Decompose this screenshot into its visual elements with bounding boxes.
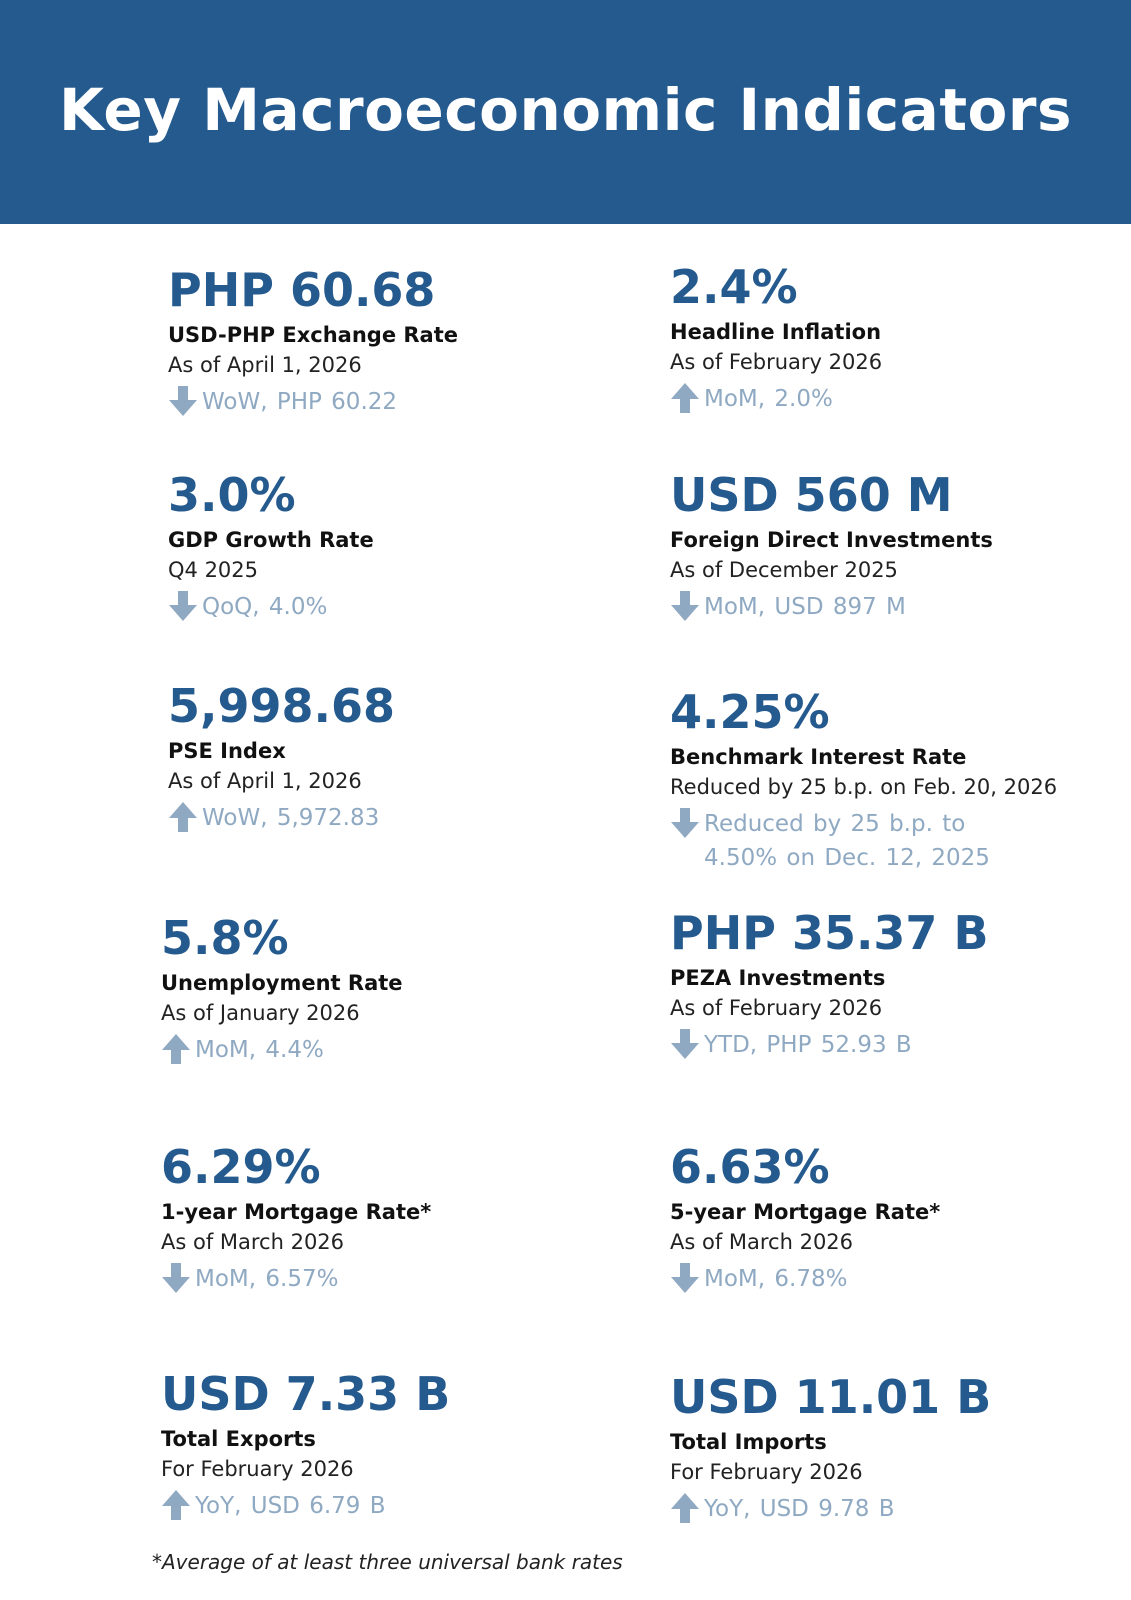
indicator-value: 5.8% bbox=[161, 911, 289, 965]
indicator-change-text: YTD, PHP 52.93 B bbox=[704, 1032, 912, 1058]
indicator-card-total-exports bbox=[161, 1366, 601, 1523]
arrow-down-icon bbox=[670, 590, 700, 622]
indicator-card-exchange-rate bbox=[168, 262, 608, 419]
indicator-card-benchmark-rate bbox=[670, 684, 1090, 875]
arrow-up-icon bbox=[168, 801, 198, 833]
indicator-change-text: MoM, 2.0% bbox=[704, 386, 833, 412]
indicator-change-text: MoM, 6.57% bbox=[195, 1266, 339, 1292]
indicator-date: As of January 2026 bbox=[161, 1001, 360, 1025]
indicator-change bbox=[161, 1033, 601, 1067]
indicator-change-text: MoM, 6.78% bbox=[704, 1266, 848, 1292]
indicator-label: 1-year Mortgage Rate* bbox=[161, 1200, 432, 1224]
indicator-change-text: YoY, USD 6.79 B bbox=[195, 1493, 386, 1519]
arrow-down-icon bbox=[161, 1262, 191, 1294]
indicator-value: PHP 60.68 bbox=[168, 263, 436, 317]
header-banner bbox=[0, 0, 1131, 224]
indicator-label: Foreign Direct Investments bbox=[670, 528, 993, 552]
indicator-change bbox=[670, 807, 1090, 875]
arrow-down-icon bbox=[670, 1028, 700, 1060]
indicator-value: 5,998.68 bbox=[168, 679, 395, 733]
page-title: Key Macroeconomic Indicators bbox=[58, 76, 1073, 144]
indicator-value: 4.25% bbox=[670, 685, 830, 739]
indicator-label: USD-PHP Exchange Rate bbox=[168, 323, 459, 347]
indicator-card-peza bbox=[670, 905, 1110, 1062]
indicator-label: Total Exports bbox=[161, 1427, 316, 1451]
indicator-change bbox=[670, 382, 1110, 416]
indicator-label: 5-year Mortgage Rate* bbox=[670, 1200, 941, 1224]
indicator-change-text: WoW, PHP 60.22 bbox=[202, 389, 398, 415]
indicator-card-mortgage-1yr bbox=[161, 1139, 601, 1296]
indicator-label: Headline Inflation bbox=[670, 320, 882, 344]
indicator-change-text: Reduced by 25 b.p. to 4.50% on Dec. 12, 2025 bbox=[704, 811, 990, 871]
indicator-value: 3.0% bbox=[168, 468, 296, 522]
indicator-value: USD 560 M bbox=[670, 468, 953, 522]
indicator-card-headline-inflation bbox=[670, 259, 1110, 416]
footnote: *Average of at least three universal bank rates bbox=[152, 1550, 623, 1574]
arrow-up-icon bbox=[670, 382, 700, 414]
indicator-value: PHP 35.37 B bbox=[670, 906, 989, 960]
indicator-change bbox=[168, 801, 608, 835]
indicator-date: For February 2026 bbox=[161, 1457, 354, 1481]
indicator-date: As of December 2025 bbox=[670, 558, 898, 582]
indicator-date: As of February 2026 bbox=[670, 350, 883, 374]
indicator-change bbox=[670, 590, 1110, 624]
indicator-value: 2.4% bbox=[670, 260, 798, 314]
indicator-card-unemployment bbox=[161, 910, 601, 1067]
indicator-change bbox=[168, 385, 608, 419]
indicator-change-text: MoM, USD 897 M bbox=[704, 594, 906, 620]
indicator-date: As of March 2026 bbox=[670, 1230, 854, 1254]
indicator-date: As of April 1, 2026 bbox=[168, 353, 362, 377]
indicator-label: PEZA Investments bbox=[670, 966, 886, 990]
indicator-card-gdp-growth bbox=[168, 467, 608, 624]
indicator-value: USD 11.01 B bbox=[670, 1370, 992, 1424]
indicator-card-pse-index bbox=[168, 678, 608, 835]
indicator-change-text: WoW, 5,972.83 bbox=[202, 805, 380, 831]
indicator-change-text: QoQ, 4.0% bbox=[202, 594, 328, 620]
indicator-label: Total Imports bbox=[670, 1430, 827, 1454]
arrow-up-icon bbox=[670, 1492, 700, 1524]
indicator-label: Unemployment Rate bbox=[161, 971, 403, 995]
indicator-label: PSE Index bbox=[168, 739, 286, 763]
indicator-change bbox=[670, 1492, 1110, 1526]
arrow-down-icon bbox=[670, 1262, 700, 1294]
indicator-change-text: YoY, USD 9.78 B bbox=[704, 1496, 895, 1522]
indicator-card-total-imports bbox=[670, 1369, 1110, 1526]
indicator-change-text: MoM, 4.4% bbox=[195, 1037, 324, 1063]
indicator-change bbox=[161, 1489, 601, 1523]
indicator-label: Benchmark Interest Rate bbox=[670, 745, 967, 769]
arrow-up-icon bbox=[161, 1033, 191, 1065]
indicator-date: Reduced by 25 b.p. on Feb. 20, 2026 bbox=[670, 775, 1058, 799]
indicator-value: 6.29% bbox=[161, 1140, 321, 1194]
arrow-down-icon bbox=[168, 385, 198, 417]
indicator-value: 6.63% bbox=[670, 1140, 830, 1194]
indicator-change bbox=[670, 1028, 1110, 1062]
arrow-up-icon bbox=[161, 1489, 191, 1521]
indicator-date: For February 2026 bbox=[670, 1460, 863, 1484]
indicator-date: As of February 2026 bbox=[670, 996, 883, 1020]
indicator-value: USD 7.33 B bbox=[161, 1367, 451, 1421]
indicator-change bbox=[161, 1262, 601, 1296]
indicator-label: GDP Growth Rate bbox=[168, 528, 374, 552]
indicator-change bbox=[168, 590, 608, 624]
indicator-date: Q4 2025 bbox=[168, 558, 259, 582]
indicator-card-fdi bbox=[670, 467, 1110, 624]
indicator-change bbox=[670, 1262, 1110, 1296]
indicator-date: As of March 2026 bbox=[161, 1230, 345, 1254]
indicator-date: As of April 1, 2026 bbox=[168, 769, 362, 793]
arrow-down-icon bbox=[670, 807, 700, 839]
arrow-down-icon bbox=[168, 590, 198, 622]
indicator-card-mortgage-5yr bbox=[670, 1139, 1110, 1296]
